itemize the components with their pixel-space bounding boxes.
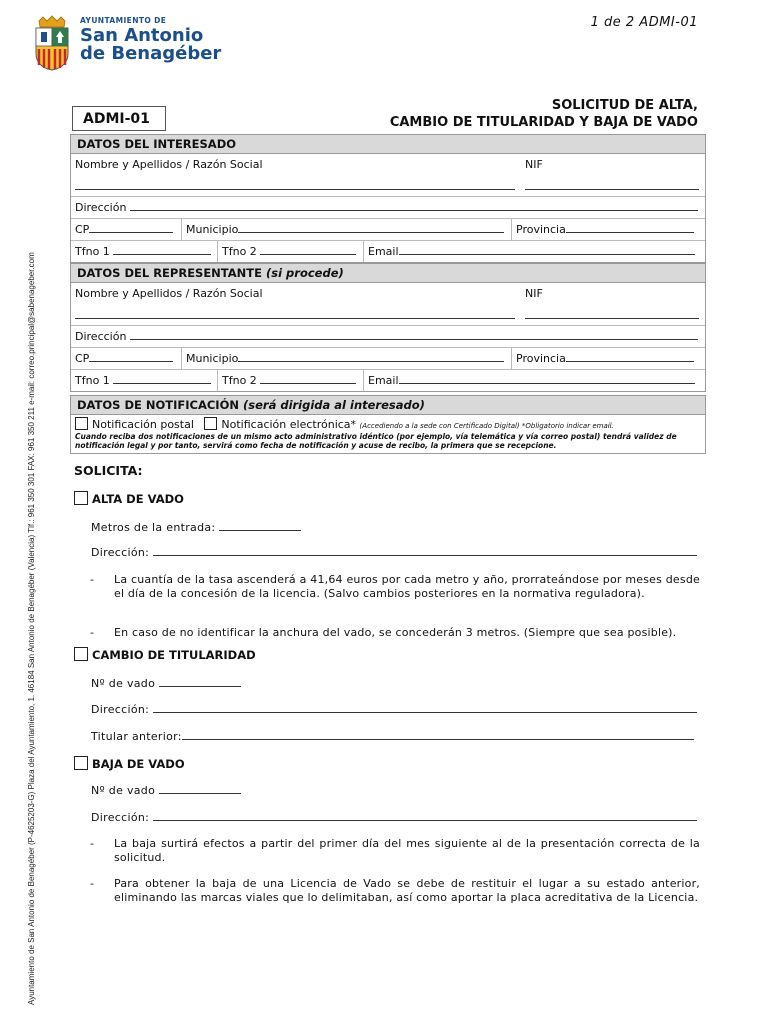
tfno2-field[interactable] [217, 370, 363, 391]
baja-label: BAJA DE VADO [92, 757, 185, 771]
postal-label: Notificación postal [92, 418, 194, 431]
metros-label: Metros de la entrada: [91, 521, 216, 534]
alta-option[interactable] [74, 491, 184, 506]
tfno2-label: Tfno 2 [222, 245, 257, 258]
baja-checkbox[interactable] [74, 756, 88, 770]
nombre-label: Nombre y Apellidos / Razón Social [75, 158, 263, 171]
nombre-label: Nombre y Apellidos / Razón Social [75, 287, 263, 300]
email-field[interactable] [363, 241, 705, 262]
notification-legal-note: Cuando reciba dos notificaciones de un mismo acto administrativo idéntico (por ejemplo, vía telemática y vía correo postal) tendrá validez de notificación legal y por tanto, servirá como fecha de notificación y acuse de recibo, la primera que se recepcione. [75, 432, 677, 450]
section-heading [71, 264, 705, 283]
electronica-label: Notificación electrónica* [221, 418, 357, 431]
nif-field[interactable] [521, 175, 705, 196]
title-line2: CAMBIO DE TITULARIDAD Y BAJA DE VADO [389, 115, 698, 130]
nif-label: NIF [525, 158, 543, 171]
notification-options [71, 415, 705, 431]
direccion-label: Dirección: [91, 546, 150, 559]
provincia-field[interactable] [511, 219, 705, 240]
alta-label: ALTA DE VADO [92, 492, 184, 506]
titular-label: Titular anterior: [91, 730, 182, 743]
postal-checkbox[interactable] [75, 417, 88, 430]
baja-bullet-2: - Para obtener la baja de una Licencia de Vado se debe de restituir el lugar a su estado anterior, eliminando las marcas viales que lo delimitaban, así como aportar la placa acreditativa de la Licencia. [90, 877, 700, 904]
tfno1-field[interactable] [71, 241, 217, 262]
tfno1-label: Tfno 1 [75, 245, 110, 258]
electronica-note: (Accediendo a la sede con Certificado Digital) *Obligatorio indicar email. [359, 422, 614, 430]
municipio-field[interactable] [181, 219, 511, 240]
tfno1-label: Tfno 1 [75, 374, 110, 387]
direccion-field[interactable] [71, 197, 705, 218]
cambio-direccion-field[interactable] [91, 702, 697, 716]
heading-italic: (será dirigida al interesado) [243, 398, 425, 412]
interesado-section [70, 134, 706, 263]
email-label: Email [368, 374, 399, 387]
representante-section [70, 263, 706, 392]
bullet-text: La baja surtirá efectos a partir del primer día del mes siguiente al de la presentación correcta de la solicitud. [114, 837, 700, 864]
logo-line1: AYUNTAMIENTO DE [80, 16, 167, 25]
section-heading: DATOS DEL INTERESADO [71, 135, 705, 154]
tfno2-label: Tfno 2 [222, 374, 257, 387]
municipio-field[interactable] [181, 348, 511, 369]
provincia-field[interactable] [511, 348, 705, 369]
title-line1: SOLICITUD DE ALTA, [551, 98, 698, 113]
tfno2-field[interactable] [217, 241, 363, 262]
direccion-label: Dirección [75, 330, 127, 343]
direccion-label: Dirección [75, 201, 127, 214]
alta-metros-field[interactable] [91, 520, 301, 534]
logo-line2: San Antonio [80, 25, 204, 46]
coat-of-arms-icon [33, 15, 71, 71]
alta-direccion-field[interactable] [91, 545, 697, 559]
email-label: Email [368, 245, 399, 258]
nombre-field[interactable] [71, 304, 521, 325]
alta-checkbox[interactable] [74, 491, 88, 505]
baja-option[interactable] [74, 756, 185, 771]
section-heading [71, 396, 705, 415]
electronica-checkbox[interactable] [204, 417, 217, 430]
num-label: Nº de vado [91, 784, 156, 797]
num-label: Nº de vado [91, 677, 156, 690]
cp-field[interactable] [71, 348, 181, 369]
direccion-label: Dirección: [91, 703, 150, 716]
side-contact-text: Ayuntamiento de San Antonio de Benagéber (P-4625203-G) Plaza del Ayuntamiento, 1. 46184 San Antonio de Benagéber (Valencia) Tlf.: 961 350 301 FAX: 961 350 211 e-mail: correo.principal@sabenageber.com [27, 252, 36, 1005]
nif-field[interactable] [521, 304, 705, 325]
baja-bullet-1: - La baja surtirá efectos a partir del primer día del mes siguiente al de la presentación correcta de la solicitud. [90, 837, 700, 864]
baja-direccion-field[interactable] [91, 810, 697, 824]
cambio-option[interactable] [74, 647, 256, 662]
logo-line3: de Benagéber [80, 43, 222, 64]
bullet-text: Para obtener la baja de una Licencia de Vado se debe de restituir el lugar a su estado anterior, eliminando las marcas viales que lo delimitaban, así como aportar la placa acreditativa de la Licencia. [114, 877, 700, 904]
email-field[interactable] [363, 370, 705, 391]
cambio-label: CAMBIO DE TITULARIDAD [92, 648, 256, 662]
page-number: 1 de 2 ADMI-01 [590, 15, 698, 30]
heading-text: DATOS DE NOTIFICACIÓN [77, 398, 239, 412]
tfno1-field[interactable] [71, 370, 217, 391]
cambio-checkbox[interactable] [74, 647, 88, 661]
alta-bullet-2: - En caso de no identificar la anchura del vado, se concederán 3 metros. (Siempre que sea posible). [90, 626, 700, 640]
alta-bullet-1: - La cuantía de la tasa ascenderá a 41,64 euros por cada metro y año, prorrateándose por meses desde el día de la concesión de la licencia. (Salvo cambios posteriores en la normativa reguladora). [90, 573, 700, 600]
direccion-field[interactable] [71, 326, 705, 347]
provincia-label: Provincia [516, 223, 566, 236]
bullet-text: La cuantía de la tasa ascenderá a 41,64 euros por cada metro y año, prorrateándose por meses desde el día de la concesión de la licencia. (Salvo cambios posteriores en la normativa reguladora). [114, 573, 700, 600]
nombre-field[interactable] [71, 175, 521, 196]
cambio-num-field[interactable] [91, 676, 241, 690]
cp-field[interactable] [71, 219, 181, 240]
heading-italic: (si procede) [266, 266, 344, 280]
bullet-text: En caso de no identificar la anchura del vado, se concederán 3 metros. (Siempre que sea posible). [114, 626, 677, 639]
baja-num-field[interactable] [91, 783, 241, 797]
notificacion-section [70, 395, 706, 454]
municipio-label: Municipio [186, 223, 239, 236]
cambio-titular-field[interactable] [91, 729, 694, 743]
direccion-label: Dirección: [91, 811, 150, 824]
cp-label: CP [75, 223, 90, 236]
provincia-label: Provincia [516, 352, 566, 365]
nif-label: NIF [525, 287, 543, 300]
municipio-label: Municipio [186, 352, 239, 365]
cp-label: CP [75, 352, 90, 365]
heading-text: DATOS DEL REPRESENTANTE [77, 266, 262, 280]
form-code: ADMI-01 [72, 106, 166, 131]
form-title [390, 97, 698, 131]
solicita-heading: SOLICITA: [74, 463, 143, 478]
